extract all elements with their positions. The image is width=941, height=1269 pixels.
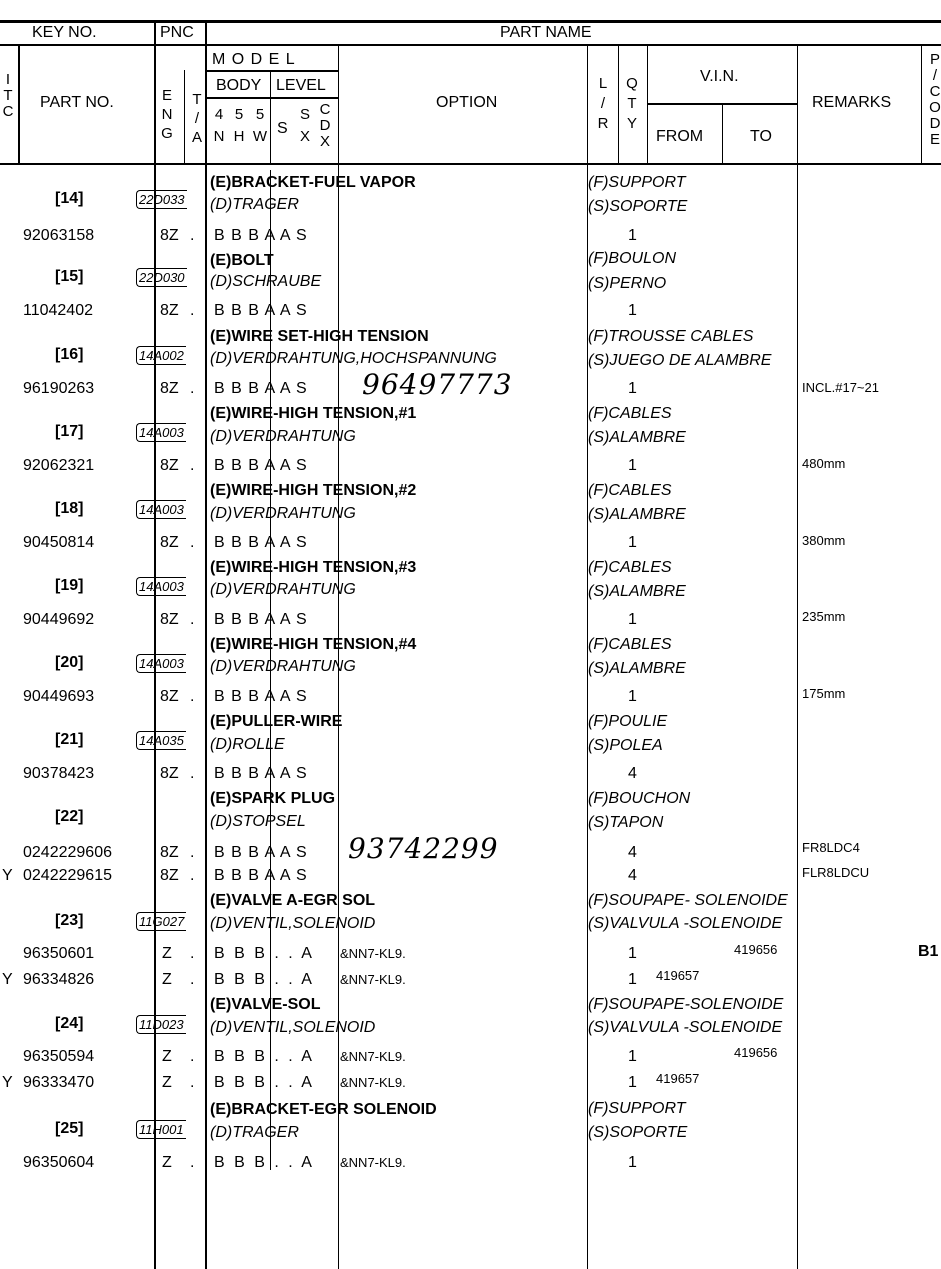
part-name-e: (E)WIRE-HIGH TENSION,#2 bbox=[210, 482, 417, 499]
pnc-box: 22D030 bbox=[136, 268, 187, 287]
remarks: 175mm bbox=[802, 686, 846, 701]
part-name-s: (S)VALVULA -SOLENOIDE bbox=[588, 915, 783, 932]
part-name-e: (E)WIRE-HIGH TENSION,#1 bbox=[210, 405, 417, 422]
part-name-d: (D)ROLLE bbox=[210, 736, 285, 753]
part-name-e: (E)WIRE SET-HIGH TENSION bbox=[210, 328, 429, 345]
header-part-no: PART NO. bbox=[40, 94, 114, 111]
qty: 1 bbox=[628, 457, 637, 474]
part-name-f: (F)SUPPORT bbox=[588, 174, 686, 191]
part-name-s: (S)ALAMBRE bbox=[588, 506, 686, 523]
vline-model bbox=[338, 44, 339, 1269]
pnc-box: 14A003 bbox=[136, 500, 186, 519]
model-codes: B B B A A S bbox=[214, 302, 307, 319]
eng-code: Z bbox=[162, 1154, 172, 1171]
key-no: [24] bbox=[55, 1015, 84, 1032]
part-name-d: (D)TRAGER bbox=[210, 1124, 299, 1141]
part-name-s: (S)ALAMBRE bbox=[588, 429, 686, 446]
eng-code: Z bbox=[162, 945, 172, 962]
part-name-d: (D)VERDRAHTUNG bbox=[210, 428, 356, 445]
part-name-e: (E)WIRE-HIGH TENSION,#3 bbox=[210, 559, 417, 576]
part-name-e: (E)VALVE A-EGR SOL bbox=[210, 892, 376, 909]
pnc-box: 11H001 bbox=[136, 1120, 186, 1139]
top-rule bbox=[0, 20, 941, 23]
part-name-d: (D)VERDRAHTUNG bbox=[210, 581, 356, 598]
header-body: BODY bbox=[216, 77, 262, 94]
header-option: OPTION bbox=[436, 94, 498, 111]
ta-code: . bbox=[190, 1048, 195, 1065]
model-codes: B B B A A S bbox=[214, 844, 307, 861]
part-name-f: (F)CABLES bbox=[588, 636, 672, 653]
part-name-d: (D)VENTIL,SOLENOID bbox=[210, 1019, 376, 1036]
header-qty: Q T Y bbox=[626, 75, 638, 132]
itc-flag: Y bbox=[2, 1074, 13, 1091]
part-no: 92063158 bbox=[23, 227, 95, 244]
option-code: &NN7-KL9. bbox=[340, 1155, 406, 1170]
eng-code: 8Z bbox=[160, 380, 179, 397]
model-codes: B B B . . A bbox=[214, 971, 312, 988]
part-name-f: (F)CABLES bbox=[588, 482, 672, 499]
vline-eng bbox=[184, 70, 185, 164]
header-model: M O D E L bbox=[212, 51, 296, 68]
key-no: [17] bbox=[55, 423, 84, 440]
part-no: 96350594 bbox=[23, 1048, 95, 1065]
header-vin: V.I.N. bbox=[700, 68, 739, 85]
key-no: [22] bbox=[55, 808, 84, 825]
header-to: TO bbox=[750, 128, 772, 145]
model-rule-2 bbox=[206, 97, 338, 99]
header-key-no: KEY NO. bbox=[32, 24, 97, 41]
part-no: 96333470 bbox=[23, 1074, 95, 1091]
eng-code: 8Z bbox=[160, 765, 179, 782]
itc-flag: Y bbox=[2, 971, 13, 988]
vin-from: 419657 bbox=[656, 968, 700, 983]
key-no: [25] bbox=[55, 1120, 84, 1137]
part-name-f: (F)TROUSSE CABLES bbox=[588, 328, 754, 345]
key-no: [23] bbox=[55, 912, 84, 929]
part-name-d: (D)VERDRAHTUNG bbox=[210, 505, 356, 522]
part-name-s: (S)ALAMBRE bbox=[588, 583, 686, 600]
qty: 4 bbox=[628, 765, 637, 782]
ta-code: . bbox=[190, 534, 195, 551]
pnc-box: 14A003 bbox=[136, 423, 186, 442]
pnc-box: 14A003 bbox=[136, 654, 186, 673]
part-name-s: (S)VALVULA -SOLENOIDE bbox=[588, 1019, 783, 1036]
key-no: [19] bbox=[55, 577, 84, 594]
part-name-e: (E)PULLER-WIRE bbox=[210, 713, 343, 730]
vline-remarks bbox=[921, 44, 922, 164]
part-name-s: (S)SOPORTE bbox=[588, 1124, 688, 1141]
part-name-s: (S)ALAMBRE bbox=[588, 660, 686, 677]
remarks: 480mm bbox=[802, 456, 846, 471]
vline-vin-right bbox=[797, 44, 798, 1269]
ta-code: . bbox=[190, 688, 195, 705]
option-code: &NN7-KL9. bbox=[340, 972, 406, 987]
header-sx: S X bbox=[299, 106, 310, 145]
model-codes: B B B A A S bbox=[214, 611, 307, 628]
qty: 1 bbox=[628, 534, 637, 551]
pcode: B1 bbox=[918, 943, 939, 960]
part-name-f: (F)SOUPAPE- SOLENOIDE bbox=[588, 892, 788, 909]
remarks: INCL.#17~21 bbox=[802, 380, 879, 395]
pnc-box: 22D033 bbox=[136, 190, 187, 209]
ta-code: . bbox=[190, 457, 195, 474]
part-no: 90449692 bbox=[23, 611, 95, 628]
ta-code: . bbox=[190, 971, 195, 988]
eng-code: Z bbox=[162, 971, 172, 988]
header-cdx: C D X bbox=[319, 101, 331, 150]
qty: 1 bbox=[628, 227, 637, 244]
model-codes: B B B A A S bbox=[214, 380, 307, 397]
part-name-d: (D)TRAGER bbox=[210, 196, 299, 213]
header-itc: I T C bbox=[2, 71, 14, 120]
part-name-f: (F)CABLES bbox=[588, 405, 672, 422]
key-no: [14] bbox=[55, 190, 84, 207]
vline-vin bbox=[722, 103, 723, 164]
eng-code: 8Z bbox=[160, 844, 179, 861]
qty: 4 bbox=[628, 867, 637, 884]
ta-code: . bbox=[190, 227, 195, 244]
part-name-f: (F)BOULON bbox=[588, 250, 676, 267]
qty: 1 bbox=[628, 945, 637, 962]
qty: 1 bbox=[628, 1154, 637, 1171]
remarks: 235mm bbox=[802, 609, 846, 624]
part-name-d: (D)SCHRAUBE bbox=[210, 273, 322, 290]
handwritten-note: 93742299 bbox=[348, 832, 499, 865]
qty: 1 bbox=[628, 688, 637, 705]
part-name-f: (F)CABLES bbox=[588, 559, 672, 576]
header-level: LEVEL bbox=[276, 77, 326, 94]
header-part-name: PART NAME bbox=[500, 24, 592, 41]
header-from: FROM bbox=[656, 128, 704, 145]
vline-lr bbox=[618, 44, 619, 164]
model-rule bbox=[206, 70, 338, 72]
part-no: 96350604 bbox=[23, 1154, 95, 1171]
vline-keyno bbox=[154, 22, 156, 1269]
header-pnc: PNC bbox=[160, 24, 194, 41]
ta-code: . bbox=[190, 867, 195, 884]
part-name-f: (F)BOUCHON bbox=[588, 790, 691, 807]
part-name-d: (D)VERDRAHTUNG bbox=[210, 658, 356, 675]
model-codes: B B B . . A bbox=[214, 1048, 312, 1065]
ta-code: . bbox=[190, 765, 195, 782]
pnc-box: 14A035 bbox=[136, 731, 186, 750]
part-no: 0242229606 bbox=[23, 844, 112, 861]
pnc-box: 11D023 bbox=[136, 1015, 186, 1034]
model-codes: B B B A A S bbox=[214, 457, 307, 474]
part-no: 96350601 bbox=[23, 945, 95, 962]
model-codes: B B B . . A bbox=[214, 945, 312, 962]
vin-to: 419656 bbox=[734, 942, 778, 957]
qty: 1 bbox=[628, 971, 637, 988]
vline-option bbox=[587, 44, 588, 1269]
remarks: 380mm bbox=[802, 533, 846, 548]
qty: 1 bbox=[628, 611, 637, 628]
header-lr: L / R bbox=[597, 75, 609, 132]
ta-code: . bbox=[190, 1154, 195, 1171]
eng-code: 8Z bbox=[160, 302, 179, 319]
eng-code: 8Z bbox=[160, 227, 179, 244]
eng-code: 8Z bbox=[160, 867, 179, 884]
header-ta: T / A bbox=[191, 91, 202, 146]
pnc-box: 14A003 bbox=[136, 577, 186, 596]
part-name-e: (E)WIRE-HIGH TENSION,#4 bbox=[210, 636, 417, 653]
model-codes: B B B A A S bbox=[214, 688, 307, 705]
model-codes: B B B A A S bbox=[214, 765, 307, 782]
ta-code: . bbox=[190, 380, 195, 397]
header-body-5h: 5 H bbox=[233, 106, 245, 145]
part-name-e: (E)BRACKET-FUEL VAPOR bbox=[210, 174, 416, 191]
part-name-e: (E)BOLT bbox=[210, 252, 274, 269]
pnc-box: 11G027 bbox=[136, 912, 186, 931]
header-rule-1 bbox=[0, 44, 941, 46]
vline-itc bbox=[18, 44, 20, 164]
key-no: [16] bbox=[55, 346, 84, 363]
qty: 4 bbox=[628, 844, 637, 861]
model-codes: B B B A A S bbox=[214, 534, 307, 551]
part-name-e: (E)VALVE-SOL bbox=[210, 996, 321, 1013]
part-name-d: (D)STOPSEL bbox=[210, 813, 306, 830]
part-name-f: (F)POULIE bbox=[588, 713, 668, 730]
part-name-d: (D)VENTIL,SOLENOID bbox=[210, 915, 376, 932]
vline-body-level bbox=[270, 70, 271, 164]
key-no: [18] bbox=[55, 500, 84, 517]
part-name-e: (E)BRACKET-EGR SOLENOID bbox=[210, 1101, 437, 1118]
option-code: &NN7-KL9. bbox=[340, 1075, 406, 1090]
key-no: [15] bbox=[55, 268, 84, 285]
eng-code: 8Z bbox=[160, 611, 179, 628]
itc-flag: Y bbox=[2, 867, 13, 884]
model-codes: B B B . . A bbox=[214, 1074, 312, 1091]
vin-rule bbox=[648, 103, 798, 105]
eng-code: Z bbox=[162, 1048, 172, 1065]
key-no: [20] bbox=[55, 654, 84, 671]
handwritten-note: 96497773 bbox=[362, 368, 513, 401]
part-name-d: (D)VERDRAHTUNG,HOCHSPANNUNG bbox=[210, 350, 497, 367]
option-code: &NN7-KL9. bbox=[340, 1049, 406, 1064]
header-eng: E N G bbox=[161, 87, 173, 142]
eng-code: Z bbox=[162, 1074, 172, 1091]
vline-qty bbox=[647, 44, 648, 164]
option-code: &NN7-KL9. bbox=[340, 946, 406, 961]
pnc-box: 14A002 bbox=[136, 346, 186, 365]
part-name-f: (F)SOUPAPE-SOLENOIDE bbox=[588, 996, 784, 1013]
key-no: [21] bbox=[55, 731, 84, 748]
header-body-5w: 5 W bbox=[252, 106, 268, 145]
part-name-s: (S)POLEA bbox=[588, 737, 663, 754]
header-remarks: REMARKS bbox=[812, 94, 892, 111]
ta-code: . bbox=[190, 302, 195, 319]
ta-code: . bbox=[190, 844, 195, 861]
part-no: 96334826 bbox=[23, 971, 95, 988]
qty: 1 bbox=[628, 380, 637, 397]
part-no: 0242229615 bbox=[23, 867, 112, 884]
model-codes: B B B A A S bbox=[214, 867, 307, 884]
ta-code: . bbox=[190, 1074, 195, 1091]
eng-code: 8Z bbox=[160, 457, 179, 474]
part-no: 11042402 bbox=[23, 302, 93, 319]
part-no: 90378423 bbox=[23, 765, 95, 782]
part-no: 90449693 bbox=[23, 688, 95, 705]
header-s: S bbox=[277, 120, 288, 137]
part-name-e: (E)SPARK PLUG bbox=[210, 790, 336, 807]
header-pcode: P / C O D E bbox=[929, 51, 941, 148]
remarks: FLR8LDCU bbox=[802, 865, 870, 880]
part-name-s: (S)JUEGO DE ALAMBRE bbox=[588, 352, 772, 369]
part-no: 96190263 bbox=[23, 380, 95, 397]
part-no: 90450814 bbox=[23, 534, 95, 551]
remarks: FR8LDC4 bbox=[802, 840, 860, 855]
vline-pnc bbox=[205, 22, 207, 1269]
vin-to: 419656 bbox=[734, 1045, 778, 1060]
part-name-s: (S)SOPORTE bbox=[588, 198, 688, 215]
ta-code: . bbox=[190, 945, 195, 962]
part-name-f: (F)SUPPORT bbox=[588, 1100, 686, 1117]
vin-from: 419657 bbox=[656, 1071, 700, 1086]
model-codes: B B B A A S bbox=[214, 227, 307, 244]
qty: 1 bbox=[628, 1048, 637, 1065]
header-body-4n: 4 N bbox=[213, 106, 225, 145]
qty: 1 bbox=[628, 1074, 637, 1091]
part-name-s: (S)PERNO bbox=[588, 275, 667, 292]
part-name-s: (S)TAPON bbox=[588, 814, 664, 831]
ta-code: . bbox=[190, 611, 195, 628]
eng-code: 8Z bbox=[160, 534, 179, 551]
part-no: 92062321 bbox=[23, 457, 95, 474]
header-bottom-rule bbox=[0, 163, 941, 165]
eng-code: 8Z bbox=[160, 688, 179, 705]
qty: 1 bbox=[628, 302, 637, 319]
model-codes: B B B . . A bbox=[214, 1154, 312, 1171]
